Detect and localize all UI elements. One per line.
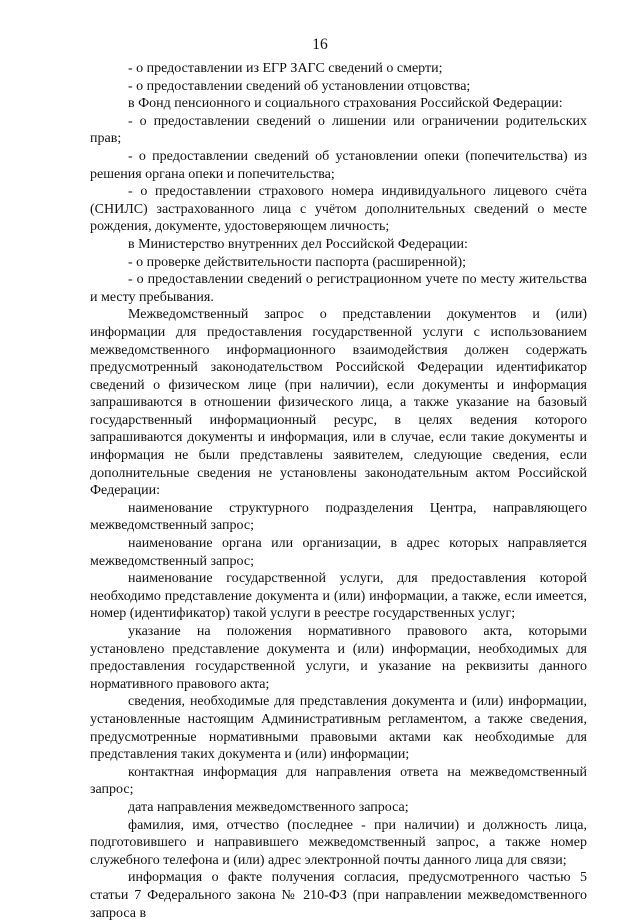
- paragraph: указание на положения нормативного правового акта, которыми установлено представление документа и (или) информации, необходимых для предоставления государственной услуги, и указание на реквизиты данного нормативного правового акта;: [90, 624, 587, 692]
- paragraph: дата направления межведомственного запроса;: [128, 799, 409, 815]
- paragraph: - о проверке действительности паспорта (расширенной);: [128, 254, 467, 270]
- paragraph: фамилия, имя, отчество (последнее - при наличии) и должность лица, подготовившего и направившего межведомственный запрос, а также номер служебного телефона и (или) адрес электронной почты данного лица для связи;: [90, 817, 587, 868]
- paragraph: - о предоставлении сведений о регистрационном учете по месту жительства и месту пребывания.: [90, 272, 587, 305]
- paragraph: контактная информация для направления ответа на межведомственный запрос;: [90, 764, 587, 798]
- paragraph: в Министерство внутренних дел Российской Федерации:: [128, 236, 468, 252]
- paragraph: - о предоставлении сведений об установлении опеки (попечительства) из решения органа опеки и попечительства;: [90, 148, 587, 182]
- paragraph: информация о факте получения согласия, предусмотренного частью 5 статьи 7 Федерального закона № 210-ФЗ (при направлении межведомственного запроса в: [90, 870, 587, 921]
- paragraph: наименование структурного подразделения Центра, направляющего межведомственный запрос;: [90, 500, 587, 534]
- paragraph: наименование органа или организации, в адрес которых направляется межведомственный запрос;: [90, 536, 587, 569]
- paragraph: - о предоставлении страхового номера индивидуального лицевого счёта (СНИЛС) застрахованного лица с учётом дополнительных сведений о месте рождения, документе, удостоверяющем личность;: [90, 184, 587, 235]
- paragraph: - о предоставлении из ЕГР ЗАГС сведений о смерти;: [128, 61, 443, 76]
- page-number: 16: [312, 36, 328, 53]
- paragraph: - о предоставлении сведений об установлении отцовства;: [128, 78, 471, 94]
- paragraph: сведения, необходимые для представления документа и (или) информации, установленные настоящим Административным регламентом, а также сведения, предусмотренные нормативными правовыми актами как необходимые для представления таких документа и (или) информации;: [90, 694, 587, 763]
- paragraph: - о предоставлении сведений о лишении или ограничении родительских прав;: [90, 113, 587, 147]
- paragraph: в Фонд пенсионного и социального страхования Российской Федерации:: [128, 96, 563, 112]
- paragraph: Межведомственный запрос о представлении документов и (или) информации для предоставления государственной услуги с использованием межведомственного информационного взаимодействия должен содержать предусмотренный законодательством Российской Федерации идентификатор сведений о физическом лице (при наличии), если документы и информация запрашиваются в отношении физического лица, а также указание на базовый государственный информационный ресурс, в целях ведения которого запрашиваются документы и информация, или в случае, если такие документы и информация не были представлены заявителем, следующие сведения, если дополнительные сведения не установлены законодательным актом Российской Федерации:: [90, 307, 587, 499]
- document-body: [90, 60, 587, 922]
- paragraph: наименование государственной услуги, для предоставления которой необходимо представление документа и (или) информации, а также, если имеется, номер (идентификатор) такой услуги в реестре государственных услуг;: [90, 571, 587, 622]
